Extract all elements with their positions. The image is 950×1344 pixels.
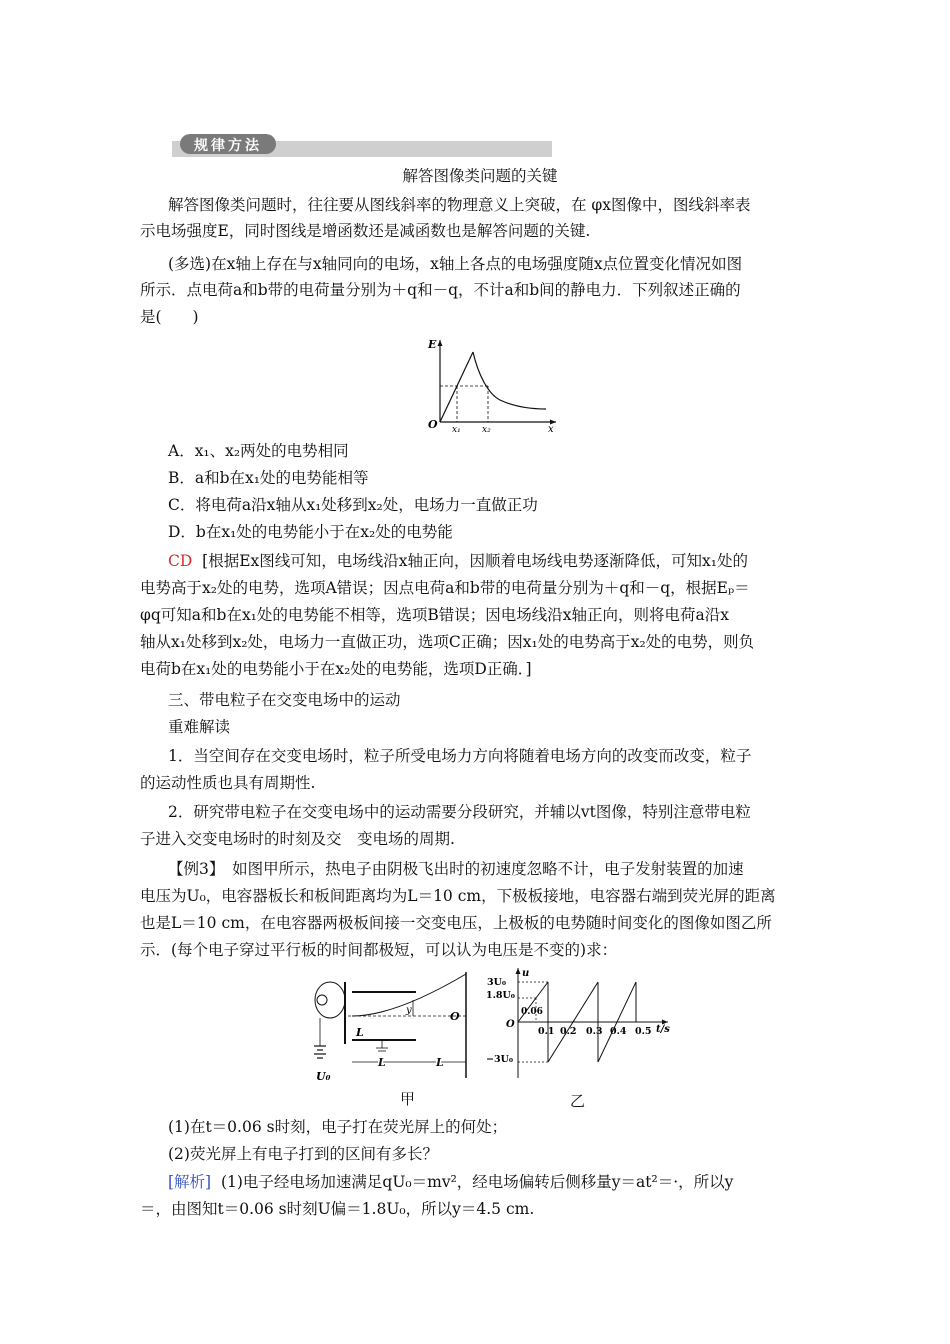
section-title: 解答图像类问题的关键: [402, 167, 558, 185]
label-screen-distance: L: [436, 1056, 444, 1069]
graph-x1: x₁: [452, 425, 461, 434]
solution-line-1: [168, 1172, 848, 1192]
solution-label: [解析]: [168, 1173, 212, 1191]
answer-line-2: 电势高于x₂处的电势，选项A错误；因点电荷a和b带的电荷量分别为＋q和－q，根据Eₚ＝: [140, 579, 750, 597]
example-line-1: 【例3】 如图甲所示，热电子由阴极飞出时的初速度忽略不计，电子发射装置的加速: [168, 860, 744, 878]
y-axis-arrow: [438, 340, 443, 346]
cathode-housing: [315, 982, 345, 1018]
answer-line-5: 电荷b在x₁处的电势能小于在x₂处的电势能，选项D正确．]: [140, 660, 532, 678]
tick-0-4: 0.4: [610, 1026, 627, 1037]
sub-question-1: (1)在t＝0.06 s时刻，电子打在荧光屏上的何处；: [168, 1118, 508, 1136]
example-line-3: 也是L＝10 cm，在电容器两极板间接一交变电压，上极板的电势随时间变化的图像如图乙所: [140, 914, 772, 932]
label-plate-length: L: [378, 1056, 386, 1069]
tick-0-06: 0.06: [521, 1007, 543, 1017]
method-tag-label: 规律方法: [194, 138, 262, 154]
question-line-1: (多选)在x轴上存在与x轴同向的电场，x轴上各点的电场强度随x点位置变化情况如图: [168, 255, 743, 273]
solution-text-1: (1)电子经电场加速满足qU₀＝mv²，经电场偏转后侧移量y＝at²＝·，所以y: [220, 1173, 734, 1191]
option-a: A．x₁、x₂两处的电势相同: [168, 442, 349, 460]
answer-line-4: 轴从x₁处移到x₂处，电场力一直做正功，选项C正确；因x₁处的电势高于x₂处的电势，则负: [140, 633, 755, 651]
section3-subtitle: 重难解读: [168, 718, 231, 736]
section3-title: 三、带电粒子在交变电场中的运动: [168, 691, 401, 709]
method-tag: [180, 134, 276, 154]
answer-line-3: φq可知a和b在x₁处的电势能不相等，选项B错误；因电场线沿x轴正向，则将电荷a沿x: [140, 606, 730, 624]
label-u0: U₀: [316, 1070, 331, 1083]
graph-x2: x₂: [482, 425, 491, 434]
figure-jia-apparatus: [300, 966, 480, 1084]
curve-rising: [440, 352, 473, 422]
label-o: O: [450, 1010, 460, 1023]
answer-line-1: [168, 551, 848, 571]
caption-yi: 乙: [570, 1092, 586, 1110]
question-line-3: 是( ): [140, 308, 199, 326]
caption-jia: 甲: [400, 1090, 416, 1108]
example-line-2: 电压为U₀，电容器板长和板间距离均为L＝10 cm，下极板接地，电容器右端到荧光屏的距离: [140, 887, 776, 905]
question-line-2: 所示．点电荷a和b带的电荷量分别为＋q和－q，不计a和b间的静电力．下列叙述正确的: [140, 281, 741, 299]
figure-yi-ut-graph: [486, 966, 676, 1084]
t-label: t/s: [656, 1024, 670, 1035]
answer-label: CD: [168, 552, 193, 570]
u-axis-arrow: [516, 968, 521, 974]
tick-0-2: 0.2: [560, 1026, 577, 1037]
tick-3u0: 3U₀: [487, 977, 507, 988]
section3-p1-line2: 的运动性质也具有周期性.: [140, 774, 316, 792]
graph-origin: O: [428, 418, 438, 431]
solution-line-2: ＝，由图知t＝0.06 s时刻U偏＝1.8U₀，所以y＝4.5 cm.: [140, 1200, 535, 1218]
cathode-filament: [317, 995, 327, 1005]
tick-neg-3u0: −3U₀: [486, 1054, 514, 1065]
example-line-4: 示．(每个电子穿过平行板的时间都极短，可以认为电压是不变的)求：: [140, 941, 618, 959]
yi-origin: O: [506, 1019, 515, 1030]
option-c: C．将电荷a沿x轴从x₁处移到x₂处，电场力一直做正功: [168, 496, 538, 514]
tick-0-1: 0.1: [538, 1026, 555, 1037]
tick-0-5: 0.5: [635, 1026, 652, 1037]
section3-p2-line1: 2．研究带电粒子在交变电场中的运动需要分段研究，并辅以vt图像，特别注意带电粒: [168, 803, 751, 821]
option-d: D．b在x₁处的电势能小于在x₂处的电势能: [168, 523, 453, 541]
e-x-graph: [420, 334, 570, 434]
graph-ylabel: E: [428, 338, 437, 351]
label-y: y: [406, 1005, 412, 1016]
intro-line-1: 解答图像类问题时，往往要从图线斜率的物理意义上突破，在 φx图像中，图线斜率表: [168, 196, 751, 214]
sub-question-2: (2)荧光屏上有电子打到的区间有多长？: [168, 1145, 438, 1163]
answer-text-1: [根据Ex图线可知，电场线沿x轴正向，因顺着电场线电势逐渐降低，可知x₁处的: [202, 552, 748, 570]
intro-line-2: 示电场强度E，同时图线是增函数还是减函数也是解答问题的关键.: [140, 222, 591, 240]
label-plate-gap: L: [356, 1026, 364, 1039]
u-label: u: [522, 968, 530, 979]
graph-xlabel: x: [548, 424, 554, 434]
curve-falling: [473, 352, 546, 409]
section3-p1-line1: 1．当空间存在交变电场时，粒子所受电场力方向将随着电场方向的改变而改变，粒子: [168, 747, 752, 765]
section3-p2-line2: 子进入交变电场时的时刻及交 变电场的周期.: [140, 830, 455, 848]
option-b: B．a和b在x₁处的电势能相等: [168, 469, 369, 487]
tick-1-8u0: 1.8U₀: [486, 990, 515, 1001]
tick-0-3: 0.3: [586, 1026, 603, 1037]
